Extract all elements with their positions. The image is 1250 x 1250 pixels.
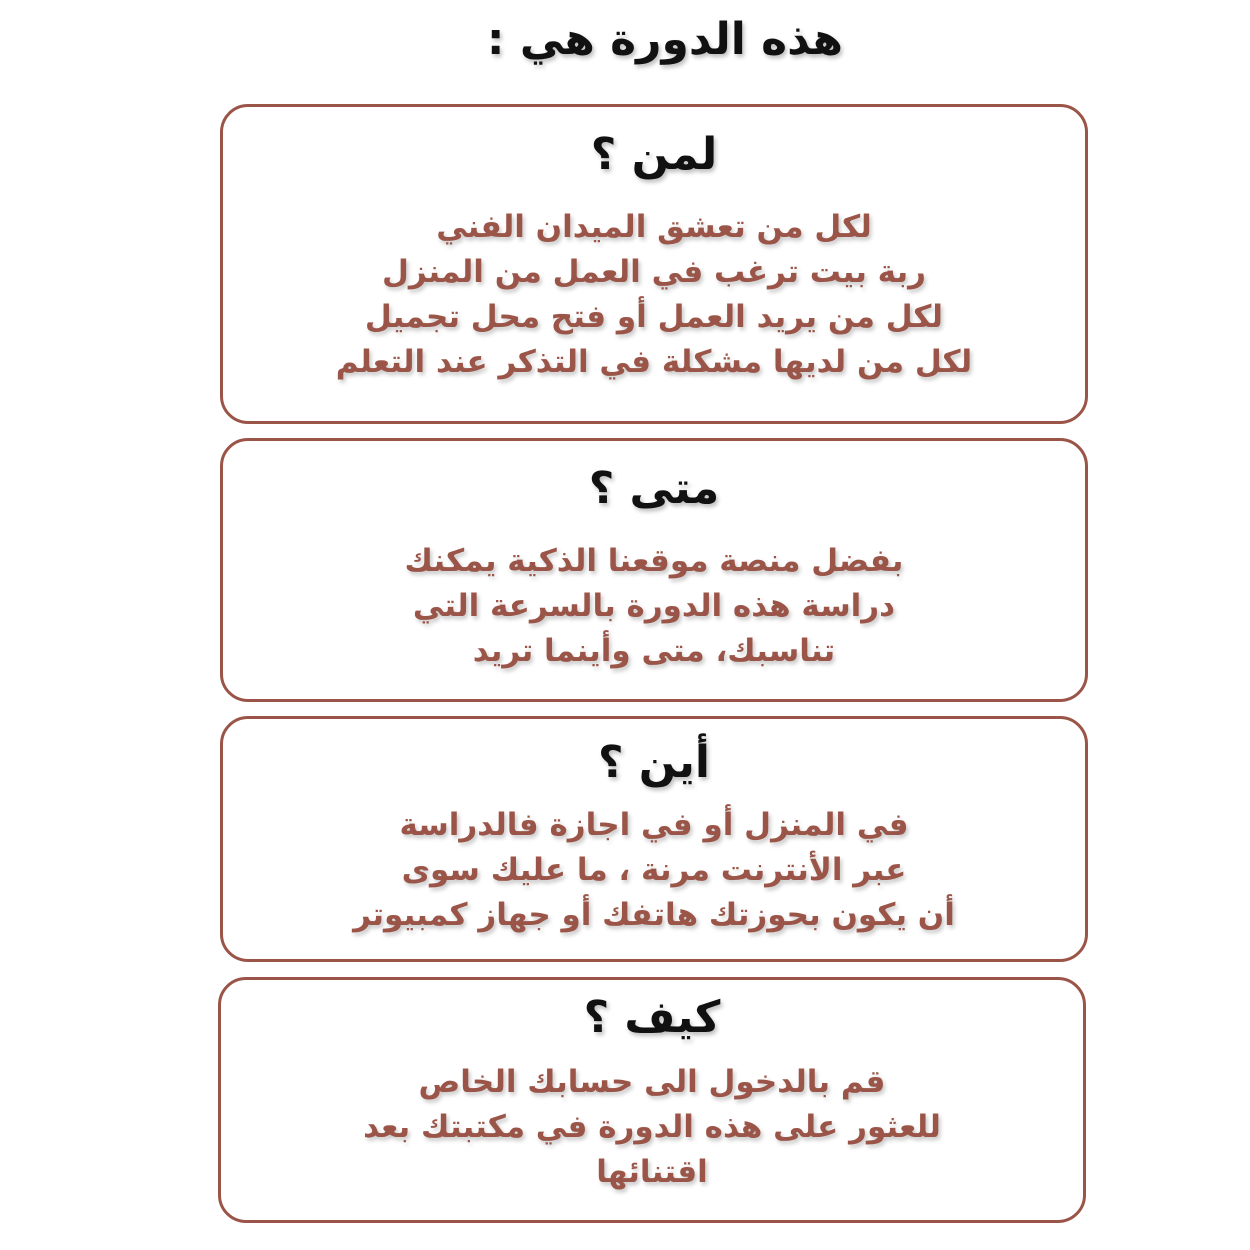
- card-line: للعثور على هذه الدورة في مكتبتك بعد: [363, 1109, 941, 1145]
- card-body: [223, 205, 1085, 385]
- card-line: عبر الأنترنت مرنة ، ما عليك سوى: [401, 852, 907, 888]
- card-line: بفضل منصة موقعنا الذكية يمكنك: [404, 543, 904, 579]
- card-line: لكل من لديها مشكلة في التذكر عند التعلم: [335, 344, 973, 380]
- card-line: ربة بيت ترغب في العمل من المنزل: [382, 254, 926, 290]
- card-question: لمن ؟: [590, 129, 718, 180]
- card-question: أين ؟: [597, 737, 711, 788]
- card-where: [220, 716, 1088, 962]
- card-when: [220, 438, 1088, 702]
- card-body: [221, 1060, 1083, 1195]
- card-line: لكل من تعشق الميدان الفني: [436, 209, 872, 245]
- card-question: كيف ؟: [583, 992, 721, 1043]
- card-line: في المنزل أو في اجازة فالدراسة: [399, 807, 909, 843]
- card-line: اقتنائها: [596, 1154, 708, 1190]
- card-body: [223, 803, 1085, 938]
- card-question: متى ؟: [588, 463, 720, 514]
- card-line: دراسة هذه الدورة بالسرعة التي: [412, 588, 896, 624]
- card-how: [218, 977, 1086, 1223]
- card-line: تناسبك، متى وأينما تريد: [472, 633, 836, 669]
- card-line: لكل من يريد العمل أو فتح محل تجميل: [364, 299, 944, 335]
- card-line: أن يكون بحوزتك هاتفك أو جهاز كمبيوتر: [353, 897, 955, 933]
- card-line: قم بالدخول الى حسابك الخاص: [418, 1064, 886, 1100]
- page-title: هذه الدورة هي :: [486, 14, 844, 65]
- card-who: [220, 104, 1088, 424]
- card-body: [223, 539, 1085, 674]
